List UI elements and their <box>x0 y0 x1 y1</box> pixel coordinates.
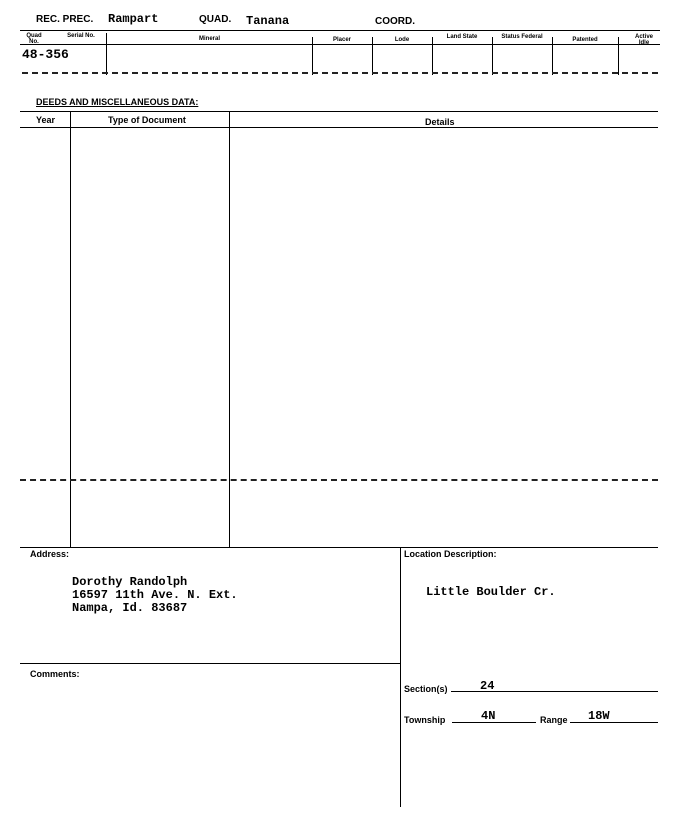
quad-label: QUAD. <box>199 14 232 25</box>
header-rule <box>20 30 660 31</box>
range-value: 18W <box>588 709 610 723</box>
location-label: Location Description: <box>404 549 497 559</box>
address-line-3: Nampa, Id. 83687 <box>72 601 188 615</box>
deeds-col-divider-1 <box>70 111 71 547</box>
township-value: 4N <box>481 709 496 723</box>
status-federal-label: Status Federal <box>501 34 543 40</box>
township-label: Township <box>404 715 446 725</box>
address-label: Address: <box>30 549 70 559</box>
summary-bottom-dashes <box>22 72 658 74</box>
rec-prec-label: REC. PREC. <box>36 14 94 25</box>
patented-label: Patented <box>572 37 598 43</box>
deeds-year-header: Year <box>36 115 56 125</box>
deeds-dashed-line <box>20 479 658 481</box>
mineral-label: Mineral <box>198 36 220 42</box>
township-underline <box>452 722 536 723</box>
address-line-2: 16597 11th Ave. N. Ext. <box>72 588 238 602</box>
rec-prec-value: Rampart <box>108 12 159 26</box>
location-divider <box>400 547 401 807</box>
land-state-label: Land State <box>446 34 478 40</box>
quad-no-label: Quad No. <box>26 33 42 45</box>
comments-label: Comments: <box>30 669 80 679</box>
location-value: Little Boulder Cr. <box>426 585 556 599</box>
deeds-title: DEEDS AND MISCELLANEOUS DATA: <box>36 97 199 107</box>
summary-header-rule <box>20 44 660 45</box>
deeds-type-header: Type of Document <box>108 115 186 125</box>
section-underline <box>451 691 658 692</box>
coord-label: COORD. <box>375 16 415 27</box>
placer-label: Placer <box>332 37 351 43</box>
lode-label: Lode <box>394 37 410 43</box>
quad-value: Tanana <box>246 14 290 28</box>
active-idle-label: Active Idle <box>634 34 653 46</box>
range-label: Range <box>540 715 568 725</box>
deeds-details-header: Details <box>425 117 455 127</box>
range-underline <box>570 722 658 723</box>
section-value: 24 <box>480 679 495 693</box>
deeds-col-divider-2 <box>229 111 230 547</box>
address-line-1: Dorothy Randolph <box>72 575 188 589</box>
quad-serial-value: 48-356 <box>22 47 69 62</box>
serial-no-label: Serial No. <box>67 33 95 39</box>
section-label: Section(s) <box>404 684 448 694</box>
address-block <box>72 576 238 615</box>
